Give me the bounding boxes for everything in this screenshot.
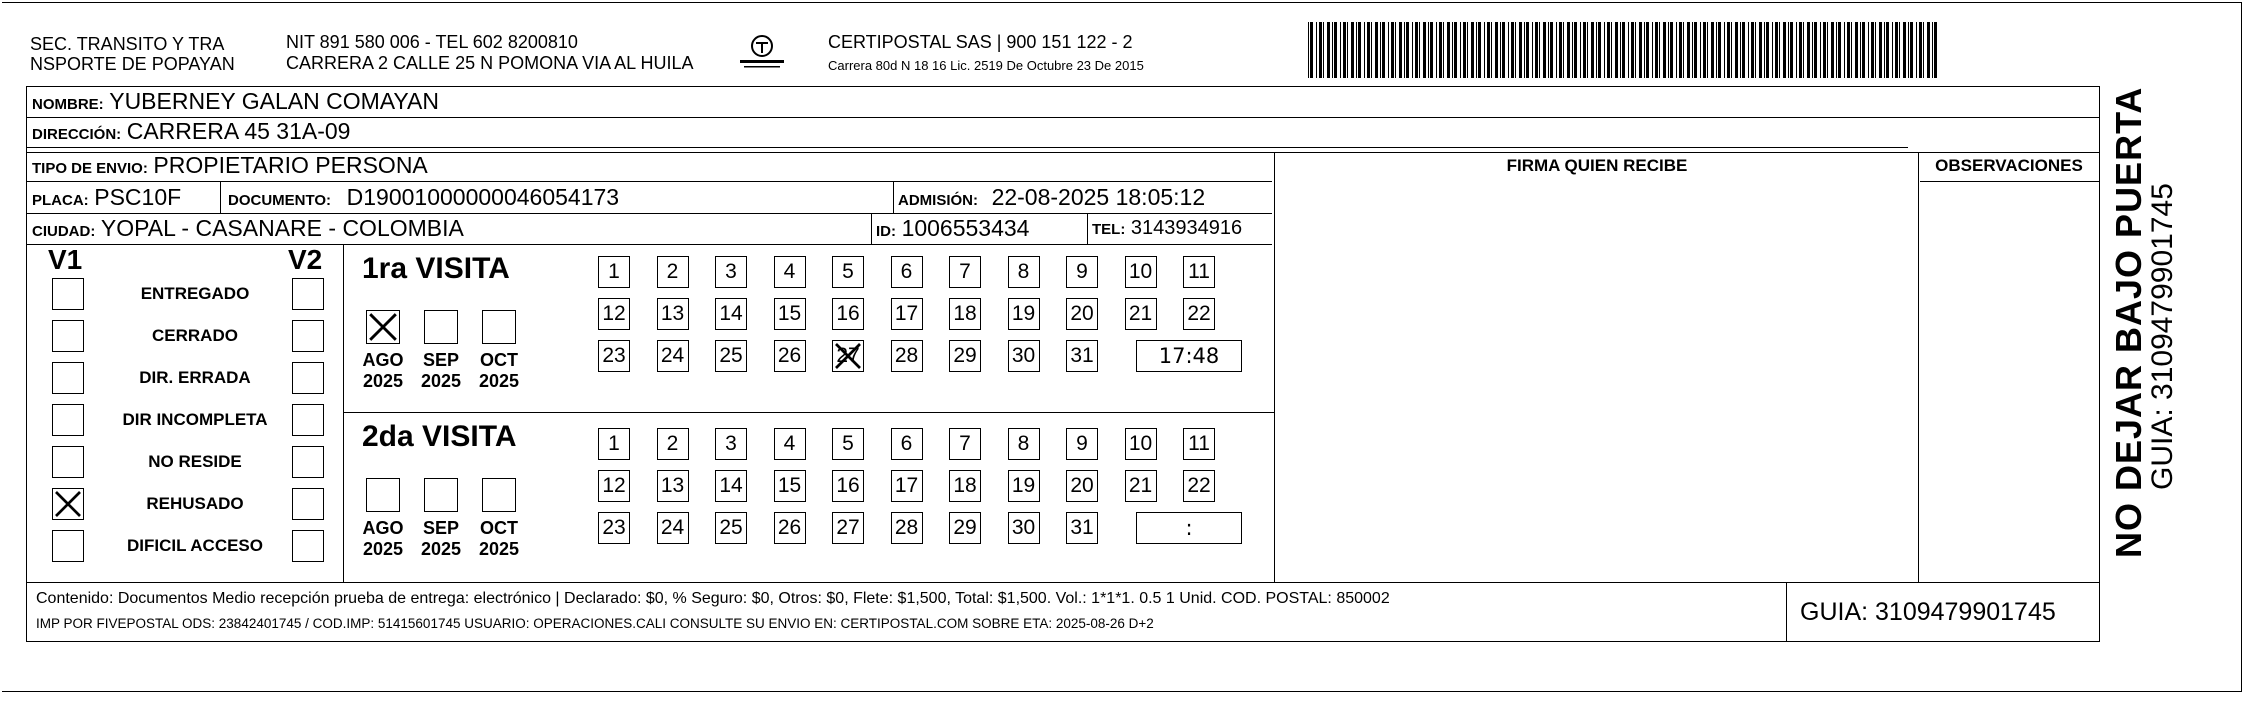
day-box[interactable]: 26 — [774, 512, 806, 544]
v2-checkbox[interactable] — [292, 530, 324, 562]
day-box[interactable]: 23 — [598, 512, 630, 544]
nit-line1: NIT 891 580 006 - TEL 602 8200810 — [286, 32, 578, 52]
day-box[interactable]: 12 — [598, 298, 630, 330]
month-checkbox[interactable] — [366, 310, 400, 344]
day-box[interactable]: 4 — [774, 256, 806, 288]
v1-checkbox[interactable] — [52, 320, 84, 352]
observaciones-label: OBSERVACIONES — [1935, 156, 2083, 175]
footer-guia: GUIA: 3109479901745 — [1800, 598, 2056, 626]
v1-checkbox[interactable] — [52, 446, 84, 478]
side-guia: GUIA: 3109479901745 — [2146, 183, 2179, 490]
id-cell — [876, 215, 1029, 245]
status-label: DIFICIL ACCESO — [126, 536, 263, 555]
footer-content: Contenido: Documentos Medio recepción prueba de entrega: electrónico | Declarado: $0, % Seguro: $0, Otros: $0, Flete: $1,500, Total: $1,500. Vol.: 1*1*1. 0.5 1 Unid. COD. POSTAL: 850002 — [36, 590, 1390, 607]
day-box[interactable]: 16 — [832, 470, 864, 502]
day-box[interactable]: 19 — [1008, 470, 1040, 502]
firma-label: FIRMA QUIEN RECIBE — [1506, 156, 1688, 175]
day-box[interactable]: 11 — [1183, 256, 1215, 288]
v2-checkbox[interactable] — [292, 404, 324, 436]
tel-value: 3143934916 — [1130, 217, 1243, 239]
carrier-line1: CERTIPOSTAL SAS | 900 151 122 - 2 — [828, 32, 1133, 52]
day-box[interactable]: 22 — [1183, 298, 1215, 330]
day-box[interactable]: 26 — [774, 340, 806, 372]
no-dejar-bajo-puerta: NO DEJAR BAJO PUERTA — [2108, 86, 2149, 558]
plate-label: PLACA: — [32, 192, 89, 209]
day-box[interactable]: 14 — [715, 470, 747, 502]
day-box[interactable]: 3 — [715, 256, 747, 288]
month-label: OCT 2025 — [478, 518, 520, 559]
day-box[interactable]: 6 — [891, 256, 923, 288]
day-box[interactable]: 29 — [949, 512, 981, 544]
day-box[interactable]: 18 — [949, 298, 981, 330]
status-label: DIR. ERRADA — [139, 368, 251, 387]
footer-imp: IMP POR FIVEPOSTAL ODS: 23842401745 / COD.IMP: 51415601745 USUARIO: OPERACIONES.CALI CONSULTE SU ENVIO EN: CERTIPOSTAL.COM SOBRE ETA: 2025-08-26 D+2 — [36, 616, 1154, 631]
month-checkbox[interactable] — [424, 310, 458, 344]
month-label: AGO 2025 — [362, 518, 404, 559]
day-box[interactable]: 30 — [1008, 512, 1040, 544]
day-box[interactable]: 15 — [774, 298, 806, 330]
month-label: SEP 2025 — [420, 350, 462, 391]
month-checkbox[interactable] — [366, 478, 400, 512]
plate-cell — [32, 184, 181, 214]
day-box[interactable]: 31 — [1066, 340, 1098, 372]
status-label: CERRADO — [152, 326, 238, 345]
v1-label: V1 — [48, 244, 83, 275]
v1-checkbox[interactable] — [52, 530, 84, 562]
name-label: NOMBRE: — [32, 96, 104, 113]
day-box[interactable]: 17 — [891, 298, 923, 330]
day-box[interactable]: 24 — [657, 512, 689, 544]
day-box[interactable]: 1 — [598, 428, 630, 460]
day-box[interactable]: 10 — [1125, 256, 1157, 288]
day-box[interactable]: 11 — [1183, 428, 1215, 460]
day-box[interactable]: 28 — [891, 512, 923, 544]
day-box[interactable]: 8 — [1008, 256, 1040, 288]
day-box[interactable]: 2 — [657, 428, 689, 460]
carrier-line2: Carrera 80d N 18 16 Lic. 2519 De Octubre 23 De 2015 — [828, 58, 1144, 73]
day-box[interactable]: 10 — [1125, 428, 1157, 460]
city-label: CIUDAD: — [32, 223, 96, 240]
month-checkbox[interactable] — [482, 310, 516, 344]
status-label: NO RESIDE — [148, 452, 242, 471]
month-label: OCT 2025 — [478, 350, 520, 391]
tel-cell — [1092, 215, 1242, 243]
city-cell — [32, 215, 464, 245]
day-box[interactable]: 1 — [598, 256, 630, 288]
address-row — [32, 118, 350, 148]
v1-checkbox[interactable] — [52, 404, 84, 436]
type-row — [32, 152, 428, 182]
v2-checkbox[interactable] — [292, 278, 324, 310]
time-box[interactable]: : — [1136, 512, 1242, 544]
day-box[interactable]: 22 — [1183, 470, 1215, 502]
status-label: REHUSADO — [146, 494, 244, 513]
day-box[interactable]: 7 — [949, 428, 981, 460]
day-box[interactable]: 20 — [1066, 298, 1098, 330]
day-box[interactable]: 12 — [598, 470, 630, 502]
day-box[interactable]: 31 — [1066, 512, 1098, 544]
day-box[interactable]: 7 — [949, 256, 981, 288]
v1-checkbox[interactable] — [52, 278, 84, 310]
day-box[interactable]: 18 — [949, 470, 981, 502]
admission-cell — [898, 184, 1205, 214]
sender-line1: SEC. TRANSITO Y TRA — [30, 34, 225, 54]
day-box[interactable]: 20 — [1066, 470, 1098, 502]
recipient-name: YUBERNEY GALAN COMAYAN — [109, 88, 439, 114]
day-box[interactable]: 3 — [715, 428, 747, 460]
day-box[interactable]: 21 — [1125, 470, 1157, 502]
address-label: DIRECCIÓN: — [32, 126, 122, 143]
day-box[interactable]: 29 — [949, 340, 981, 372]
day-box[interactable]: 13 — [657, 298, 689, 330]
status-label: DIR INCOMPLETA — [122, 410, 268, 429]
day-box[interactable]: 28 — [891, 340, 923, 372]
id-value: 1006553434 — [901, 215, 1030, 241]
day-box[interactable]: 13 — [657, 470, 689, 502]
name-row — [32, 88, 439, 118]
admission-value: 22-08-2025 18:05:12 — [991, 184, 1206, 210]
city-value: YOPAL - CASANARE - COLOMBIA — [100, 215, 464, 241]
day-box[interactable]: 8 — [1008, 428, 1040, 460]
first-visit-title: 1ra VISITA — [362, 252, 510, 285]
admission-label: ADMISIÓN: — [898, 192, 978, 209]
day-box[interactable]: 25 — [715, 340, 747, 372]
day-box[interactable]: 21 — [1125, 298, 1157, 330]
v2-checkbox[interactable] — [292, 362, 324, 394]
v2-checkbox[interactable] — [292, 488, 324, 520]
day-box[interactable]: 16 — [832, 298, 864, 330]
day-box[interactable]: 14 — [715, 298, 747, 330]
day-box[interactable]: 27 — [832, 512, 864, 544]
month-checkbox[interactable] — [482, 478, 516, 512]
v2-label: V2 — [288, 244, 323, 275]
type-label: TIPO DE ENVIO: — [32, 160, 148, 177]
v2-checkbox[interactable] — [292, 446, 324, 478]
v2-checkbox[interactable] — [292, 320, 324, 352]
v1-checkbox[interactable] — [52, 488, 84, 520]
second-visit-title: 2da VISITA — [362, 420, 517, 453]
time-box[interactable]: 17:48 — [1136, 340, 1242, 372]
v1-checkbox[interactable] — [52, 362, 84, 394]
recipient-address: CARRERA 45 31A-09 — [126, 118, 351, 144]
nit-line2: CARRERA 2 CALLE 25 N POMONA VIA AL HUILA — [286, 53, 694, 73]
day-box[interactable]: 2 — [657, 256, 689, 288]
month-label: SEP 2025 — [420, 518, 462, 559]
shipment-type: PROPIETARIO PERSONA — [153, 152, 428, 178]
day-box[interactable]: 30 — [1008, 340, 1040, 372]
month-label: AGO 2025 — [362, 350, 404, 391]
month-checkbox[interactable] — [424, 478, 458, 512]
day-box[interactable]: 23 — [598, 340, 630, 372]
day-box[interactable]: 24 — [657, 340, 689, 372]
sender-line2: NSPORTE DE POPAYAN — [30, 54, 235, 74]
barcode — [1308, 22, 1944, 78]
day-box[interactable]: 9 — [1066, 256, 1098, 288]
plate-value: PSC10F — [94, 184, 182, 210]
certipostal-logo-icon — [732, 32, 792, 72]
document-value: D19001000000046054173 — [346, 184, 620, 210]
day-box[interactable]: 15 — [774, 470, 806, 502]
day-box[interactable]: 27 — [832, 340, 864, 372]
day-box[interactable]: 19 — [1008, 298, 1040, 330]
day-box[interactable]: 6 — [891, 428, 923, 460]
day-box[interactable]: 4 — [774, 428, 806, 460]
day-box[interactable]: 25 — [715, 512, 747, 544]
tel-label: TEL: — [1092, 221, 1126, 238]
day-box[interactable]: 17 — [891, 470, 923, 502]
id-label: ID: — [876, 223, 896, 240]
document-cell — [228, 184, 619, 214]
document-label: DOCUMENTO: — [228, 192, 332, 209]
day-box[interactable]: 5 — [832, 256, 864, 288]
day-box[interactable]: 9 — [1066, 428, 1098, 460]
status-label: ENTREGADO — [140, 284, 250, 303]
day-box[interactable]: 5 — [832, 428, 864, 460]
